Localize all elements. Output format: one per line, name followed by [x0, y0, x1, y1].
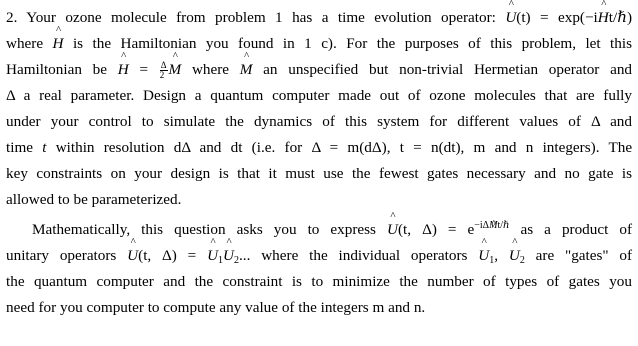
line-7: key constraints on your design is that it must use the fewest gates necessary and no gate is: [6, 165, 632, 182]
time-evolution-equation: ^ U(t) = exp(−i^ Ht/ℏ): [505, 9, 632, 26]
line-6: time t within resolution dΔ and dt (i.e. for Δ = m(dΔ), t = n(dt), m and n integers). The: [6, 139, 633, 156]
line-4: Δ a real parameter. Design a quantum computer made out of ozone molecules that are fully: [6, 87, 632, 104]
line-8: allowed to be parameterized.: [6, 191, 182, 208]
line-1: 2. Your ozone molecule from problem 1 has a time evolution operator: ^ U(t) = exp(−i^ Ht/ℏ): [6, 6, 632, 30]
hamiltonian-definition: ^ H = $\frac{\Delta}{2}$ ^ M: [118, 61, 181, 78]
problem-number: 2.: [6, 9, 18, 26]
line-3: Hamiltonian be ^ H = $\frac{\Delta}{2}$ ^ M where ^ M an unspecified but non-trivial Hermetian operator and: [6, 58, 632, 82]
unitary-equation: ^ U(t, $\Delta) = e^{-i\Delta Mt/\hbar}$: [387, 221, 509, 238]
product-equation: ^ U(t, Δ) = ^ $U_1\^{}$ $U_2$...: [127, 247, 250, 264]
line-10: unitary operators ^ U(t, Δ) = ^ $U_1\^{}$ $U_2$... where the individual operators ^ $U_1$, ^ $U_2$ are "gates" of: [6, 244, 632, 268]
line-9: Mathematically, this question asks you to express ^ U(t, $\Delta) = e^{-i\Delta Mt/\hbar}$ as a product of: [32, 218, 632, 242]
line-5: under your control to simulate the dynamics of this system for different values of Δ and: [6, 113, 632, 130]
line-12: need for you computer to compute any value of the integers m and n.: [6, 299, 426, 316]
line-11: the quantum computer and the constraint is to minimize the number of types of gates you: [6, 273, 632, 290]
line-2: where ^ H is the Hamiltonian you found in 1 c). For the purposes of this problem, let this: [6, 32, 632, 56]
